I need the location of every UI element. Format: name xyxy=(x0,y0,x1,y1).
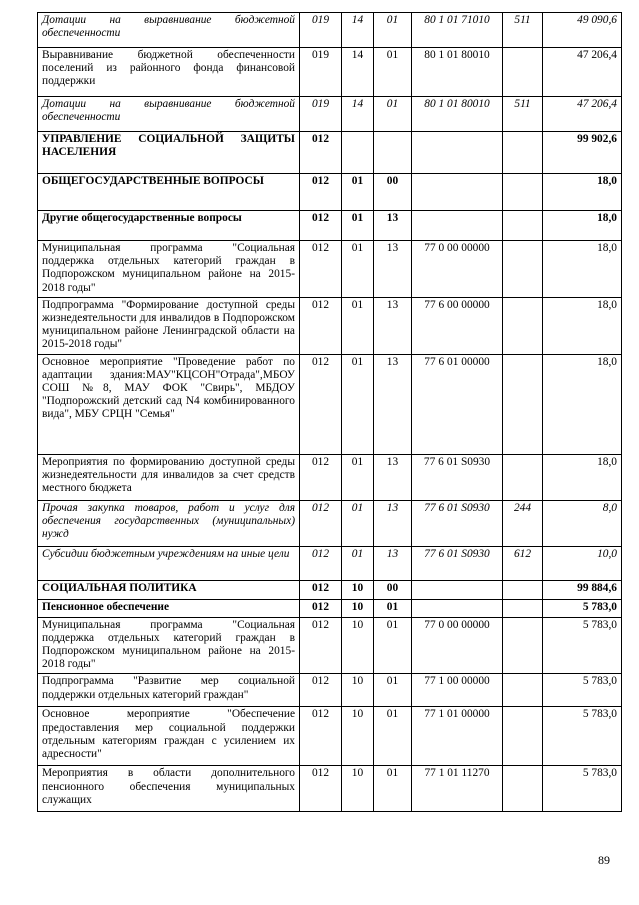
cell-name: Основное мероприятие "Проведение работ по адаптации здания:МАУ"КЦСОН"Отрада",МБОУ СОШ №8, МАУ ФОК "Свирь", МБДОУ "Подпорожский детский сад N4 комбинированного вида", МБУ СРЦН "Семья" xyxy=(38,354,300,454)
cell-vr: 511 xyxy=(503,97,543,132)
cell-name: Мероприятия по формированию доступной среды жизнедеятельности для инвалидов за счет средств местного бюджета xyxy=(38,454,300,500)
cell-pr: 01 xyxy=(374,48,412,97)
cell-name: СОЦИАЛЬНАЯ ПОЛИТИКА xyxy=(38,580,300,599)
cell-sum: 18,0 xyxy=(543,454,622,500)
cell-pr: 13 xyxy=(374,297,412,354)
table-row xyxy=(38,546,622,580)
cell-rz: 10 xyxy=(342,766,374,812)
cell-csr: 80 1 01 71010 xyxy=(412,13,503,48)
table-row xyxy=(38,707,622,766)
cell-pr: 13 xyxy=(374,454,412,500)
cell-pr: 00 xyxy=(374,174,412,211)
cell-vr xyxy=(503,674,543,707)
cell-rz: 01 xyxy=(342,454,374,500)
cell-csr: 77 6 00 00000 xyxy=(412,297,503,354)
table-row xyxy=(38,174,622,211)
cell-pr: 01 xyxy=(374,599,412,617)
cell-ved: 012 xyxy=(300,211,342,241)
cell-ved: 019 xyxy=(300,13,342,48)
cell-sum: 18,0 xyxy=(543,354,622,454)
cell-rz: 01 xyxy=(342,546,374,580)
cell-pr xyxy=(374,132,412,174)
cell-sum: 47 206,4 xyxy=(543,48,622,97)
cell-sum: 18,0 xyxy=(543,241,622,298)
cell-name: Мероприятия в области дополнительного пенсионного обеспечения муниципальных служащих xyxy=(38,766,300,812)
cell-vr: 511 xyxy=(503,13,543,48)
cell-vr xyxy=(503,599,543,617)
cell-vr: 244 xyxy=(503,500,543,546)
cell-csr xyxy=(412,174,503,211)
cell-rz: 10 xyxy=(342,674,374,707)
cell-sum: 8,0 xyxy=(543,500,622,546)
cell-vr xyxy=(503,211,543,241)
cell-vr xyxy=(503,174,543,211)
table-body xyxy=(38,13,622,812)
cell-pr: 01 xyxy=(374,707,412,766)
cell-vr xyxy=(503,354,543,454)
table-row xyxy=(38,297,622,354)
cell-ved: 012 xyxy=(300,241,342,298)
table-row xyxy=(38,48,622,97)
cell-ved: 012 xyxy=(300,766,342,812)
cell-name: Прочая закупка товаров, работ и услуг для обеспечения государственных (муниципальных) нужд xyxy=(38,500,300,546)
cell-pr: 13 xyxy=(374,354,412,454)
table-row xyxy=(38,241,622,298)
cell-name: Подпрограмма "Развитие мер социальной поддержки отдельных категорий граждан" xyxy=(38,674,300,707)
cell-sum: 5 783,0 xyxy=(543,599,622,617)
cell-ved: 012 xyxy=(300,500,342,546)
cell-pr: 01 xyxy=(374,674,412,707)
table-row xyxy=(38,132,622,174)
cell-rz: 01 xyxy=(342,500,374,546)
cell-csr: 77 6 01 S0930 xyxy=(412,500,503,546)
cell-pr: 01 xyxy=(374,13,412,48)
cell-ved: 012 xyxy=(300,599,342,617)
cell-rz: 10 xyxy=(342,707,374,766)
cell-ved: 012 xyxy=(300,132,342,174)
cell-csr: 77 1 01 11270 xyxy=(412,766,503,812)
cell-rz: 01 xyxy=(342,241,374,298)
cell-name: Муниципальная программа "Социальная поддержка отдельных категорий граждан в Подпорожском муниципальном районе на 2015-2018 годы" xyxy=(38,617,300,674)
cell-csr: 77 0 00 00000 xyxy=(412,617,503,674)
cell-name: Основное мероприятие "Обеспечение предоставления мер социальной поддержки отдельным категориям граждан с усилением их адресности" xyxy=(38,707,300,766)
cell-ved: 012 xyxy=(300,580,342,599)
page-number: 89 xyxy=(598,853,610,867)
cell-pr: 01 xyxy=(374,97,412,132)
cell-rz: 14 xyxy=(342,48,374,97)
table-row xyxy=(38,211,622,241)
table-row xyxy=(38,13,622,48)
cell-rz: 10 xyxy=(342,599,374,617)
cell-ved: 012 xyxy=(300,354,342,454)
table-row xyxy=(38,617,622,674)
cell-name: Муниципальная программа "Социальная поддержка отдельных категорий граждан в Подпорожском муниципальном районе на 2015-2018 годы" xyxy=(38,241,300,298)
cell-csr xyxy=(412,599,503,617)
cell-pr: 13 xyxy=(374,211,412,241)
cell-csr: 77 1 01 00000 xyxy=(412,707,503,766)
cell-pr: 13 xyxy=(374,241,412,298)
cell-csr: 77 1 00 00000 xyxy=(412,674,503,707)
cell-name: Подпрограмма "Формирование доступной среды жизнедеятельности для инвалидов в Подпорожском муниципальном районе Ленинградской области на 2015-2018 годы" xyxy=(38,297,300,354)
cell-name: ОБЩЕГОСУДАРСТВЕННЫЕ ВОПРОСЫ xyxy=(38,174,300,211)
cell-sum: 49 090,6 xyxy=(543,13,622,48)
table-row xyxy=(38,97,622,132)
cell-rz xyxy=(342,132,374,174)
cell-sum: 99 902,6 xyxy=(543,132,622,174)
cell-csr: 77 6 01 S0930 xyxy=(412,546,503,580)
cell-ved: 012 xyxy=(300,174,342,211)
cell-name: УПРАВЛЕНИЕ СОЦИАЛЬНОЙ ЗАЩИТЫ НАСЕЛЕНИЯ xyxy=(38,132,300,174)
budget-table xyxy=(37,12,622,812)
cell-sum: 5 783,0 xyxy=(543,766,622,812)
cell-csr xyxy=(412,132,503,174)
cell-pr: 13 xyxy=(374,500,412,546)
table-row xyxy=(38,599,622,617)
cell-vr xyxy=(503,580,543,599)
cell-name: Выравнивание бюджетной обеспеченности поселений из районного фонда финансовой поддержки xyxy=(38,48,300,97)
cell-sum: 5 783,0 xyxy=(543,674,622,707)
cell-ved: 012 xyxy=(300,546,342,580)
cell-name: Дотации на выравнивание бюджетной обеспеченности xyxy=(38,13,300,48)
table-row xyxy=(38,454,622,500)
cell-pr: 13 xyxy=(374,546,412,580)
cell-sum: 5 783,0 xyxy=(543,707,622,766)
table-row xyxy=(38,354,622,454)
cell-ved: 019 xyxy=(300,97,342,132)
cell-rz: 14 xyxy=(342,97,374,132)
cell-ved: 012 xyxy=(300,674,342,707)
cell-csr: 77 0 00 00000 xyxy=(412,241,503,298)
cell-csr: 80 1 01 80010 xyxy=(412,48,503,97)
cell-vr xyxy=(503,707,543,766)
cell-pr: 01 xyxy=(374,766,412,812)
cell-vr xyxy=(503,766,543,812)
cell-sum: 10,0 xyxy=(543,546,622,580)
cell-vr xyxy=(503,48,543,97)
cell-csr: 77 6 01 S0930 xyxy=(412,454,503,500)
cell-vr xyxy=(503,241,543,298)
cell-rz: 10 xyxy=(342,580,374,599)
cell-rz: 01 xyxy=(342,297,374,354)
cell-sum: 18,0 xyxy=(543,297,622,354)
cell-csr: 80 1 01 80010 xyxy=(412,97,503,132)
cell-ved: 012 xyxy=(300,707,342,766)
cell-vr xyxy=(503,132,543,174)
cell-vr xyxy=(503,454,543,500)
cell-name: Другие общегосударственные вопросы xyxy=(38,211,300,241)
cell-rz: 01 xyxy=(342,354,374,454)
cell-sum: 47 206,4 xyxy=(543,97,622,132)
cell-vr xyxy=(503,297,543,354)
cell-sum: 18,0 xyxy=(543,211,622,241)
cell-name: Пенсионное обеспечение xyxy=(38,599,300,617)
cell-rz: 01 xyxy=(342,211,374,241)
cell-csr xyxy=(412,580,503,599)
table-row xyxy=(38,500,622,546)
cell-vr: 612 xyxy=(503,546,543,580)
table-row xyxy=(38,580,622,599)
cell-ved: 012 xyxy=(300,454,342,500)
cell-pr: 00 xyxy=(374,580,412,599)
cell-sum: 18,0 xyxy=(543,174,622,211)
cell-pr: 01 xyxy=(374,617,412,674)
cell-vr xyxy=(503,617,543,674)
cell-csr xyxy=(412,211,503,241)
cell-rz: 14 xyxy=(342,13,374,48)
cell-ved: 012 xyxy=(300,617,342,674)
cell-ved: 012 xyxy=(300,297,342,354)
cell-csr: 77 6 01 00000 xyxy=(412,354,503,454)
cell-sum: 5 783,0 xyxy=(543,617,622,674)
cell-rz: 10 xyxy=(342,617,374,674)
cell-sum: 99 884,6 xyxy=(543,580,622,599)
cell-name: Субсидии бюджетным учреждениям на иные цели xyxy=(38,546,300,580)
cell-name: Дотации на выравнивание бюджетной обеспеченности xyxy=(38,97,300,132)
cell-rz: 01 xyxy=(342,174,374,211)
table-row xyxy=(38,766,622,812)
cell-ved: 019 xyxy=(300,48,342,97)
table-row xyxy=(38,674,622,707)
